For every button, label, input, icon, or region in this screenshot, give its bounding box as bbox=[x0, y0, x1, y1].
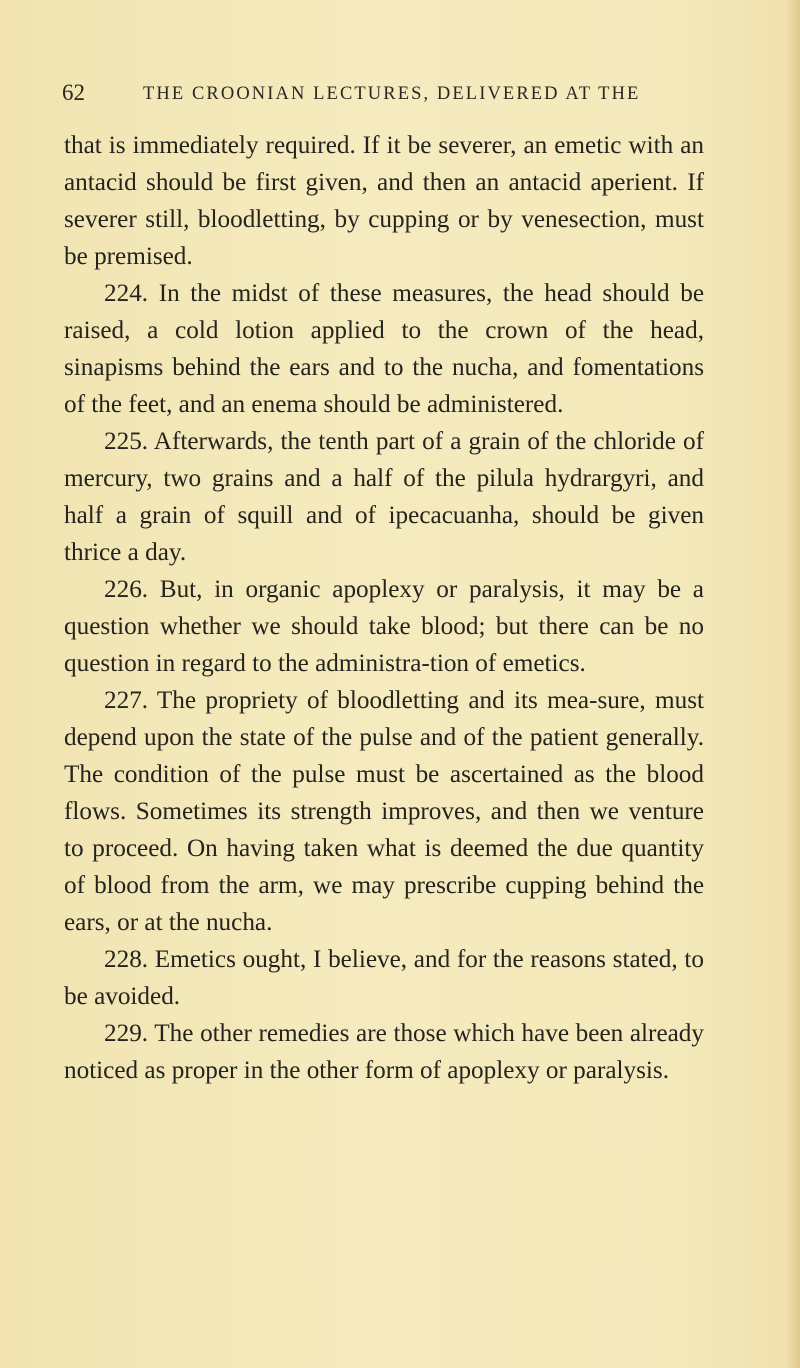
paragraph-227: 227. The propriety of bloodletting and its mea-sure, must depend upon the state of the pulse and of the patient generally. The condition of the pulse must be ascertained as the blood flows. Sometimes its strength improves, and then we venture to proceed. On having taken what is deemed the due quantity of blood from the arm, we may prescribe cupping behind the ears, or at the nucha. bbox=[64, 687, 704, 936]
paragraph-229: 229. The other remedies are those which have been already noticed as proper in the other form of apoplexy or paralysis. bbox=[64, 1020, 704, 1084]
page-edge-shadow bbox=[786, 0, 800, 1368]
paragraph-continuation: that is immediately required. If it be severer, an emetic with an antacid should be first given, and then an antacid aperient. If severer still, bloodletting, by cupping or by venesection, must be premised. bbox=[64, 132, 704, 270]
running-title: THE CROONIAN LECTURES, DELIVERED AT THE bbox=[143, 84, 641, 104]
paragraph-228: 228. Emetics ought, I believe, and for the reasons stated, to be avoided. bbox=[64, 946, 704, 1010]
paragraph-225: 225. Afterwards, the tenth part of a grain of the chloride of mercury, two grains and a half of the pilula hydrargyri, and half a grain of squill and of ipecacuanha, should be given thrice a day. bbox=[64, 428, 704, 566]
body-text bbox=[64, 127, 704, 1089]
page-number: 62 bbox=[62, 80, 85, 105]
paragraph-224: 224. In the midst of these measures, the head should be raised, a cold lotion applied to the crown of the head, sinapisms behind the ears and to the nucha, and fomentations of the feet, and an enema should be administered. bbox=[64, 280, 704, 418]
paragraph-226: 226. But, in organic apoplexy or paralysis, it may be a question whether we should take blood; but there can be no question in regard to the administra-tion of emetics. bbox=[64, 576, 704, 677]
running-header bbox=[62, 80, 742, 110]
